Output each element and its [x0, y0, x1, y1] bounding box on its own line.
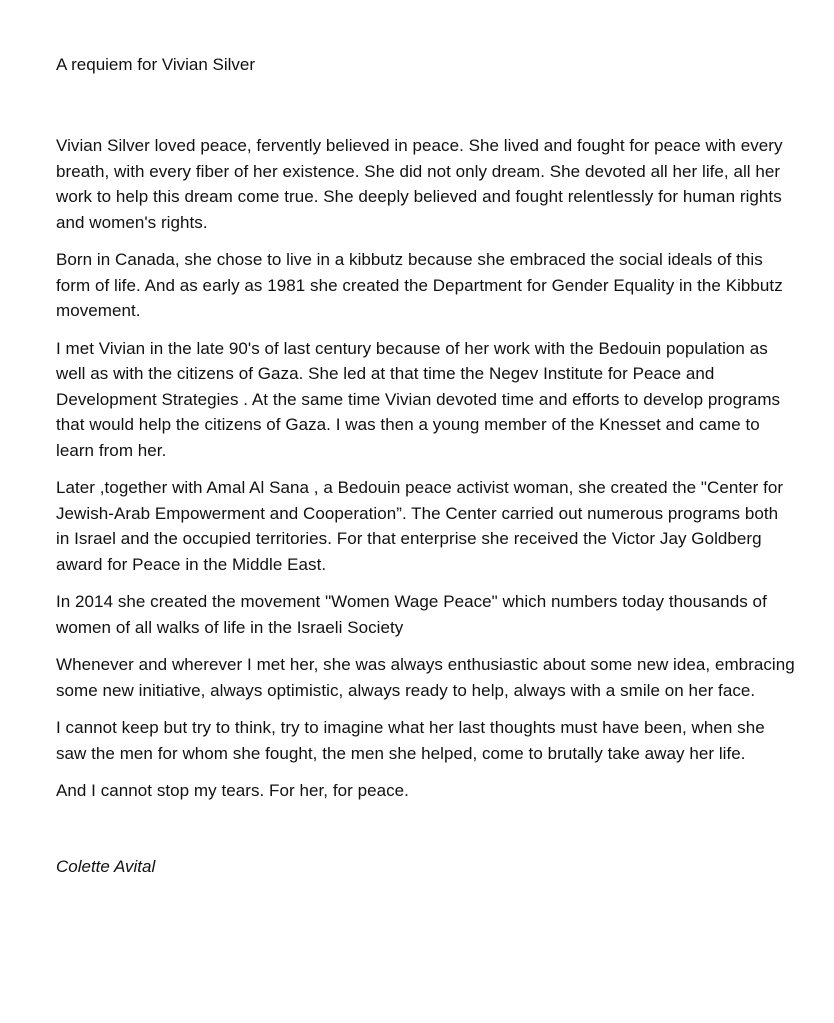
- paragraph-5: In 2014 she created the movement "Women Wage Peace" which numbers today thousands of women of all walks of life in the Israeli Society: [56, 592, 767, 637]
- paragraph-4: Later ,together with Amal Al Sana , a Bedouin peace activist woman, she created the "Center for Jewish-Arab Empowerment and Cooperation”. The Center carried out numerous programs both in Israel and the occupied territories. For that enterprise she received the Victor Jay Goldberg award for Peace in the Middle East.: [56, 478, 784, 574]
- paragraph-3: I met Vivian in the late 90's of last century because of her work with the Bedouin population as well as with the citizens of Gaza. She led at that time the Negev Institute for Peace and Development Strategies . At the same time Vivian devoted time and efforts to develop programs that would help the citizens of Gaza. I was then a young member of the Knesset and came to learn from her.: [56, 338, 781, 460]
- author-signature: Colette Avital: [56, 856, 156, 876]
- paragraph-6: Whenever and wherever I met her, she was always enthusiastic about some new idea, embracing some new initiative, always optimistic, always ready to help, always with a smile on her face.: [56, 655, 795, 700]
- paragraph-8: And I cannot stop my tears. For her, for peace.: [56, 781, 409, 800]
- paragraph-7: I cannot keep but try to think, try to imagine what her last thoughts must have been, when she saw the men for whom she fought, the men she helped, come to brutally take away her life.: [56, 718, 765, 763]
- document-title: A requiem for Vivian Silver: [56, 55, 256, 74]
- paragraph-2: Born in Canada, she chose to live in a kibbutz because she embraced the social ideals of this form of life. And as early as 1981 she created the Department for Gender Equality in the Kibbutz movement.: [56, 250, 783, 320]
- paragraph-1: Vivian Silver loved peace, fervently believed in peace. She lived and fought for peace with every breath, with every fiber of her existence. She did not only dream. She devoted all her life, all her work to help this dream come true. She deeply believed and fought relentlessly for human rights and women's rights.: [56, 136, 783, 232]
- document-page: [56, 52, 796, 880]
